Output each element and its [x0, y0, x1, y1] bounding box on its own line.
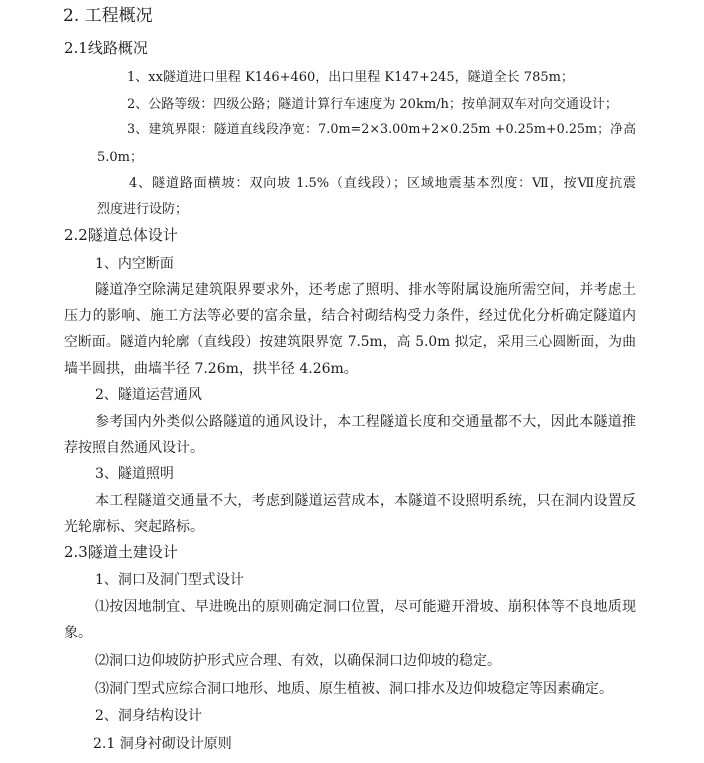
sub-sub-heading-lining: 2.1 洞身衬砌设计原则 [93, 736, 232, 752]
heading-2-3: 2.3隧道土建设计 [64, 543, 178, 561]
paragraph-line: 本工程隧道交通量不大，考虑到隧道运营成本，本隧道不设照明系统，只在洞内设置反 [95, 493, 636, 509]
paragraph-line: 参考国内外类似公路隧道的通风设计，本工程隧道长度和交通量都不大，因此本隧道推 [95, 414, 636, 430]
sub-heading-lighting: 3、隧道照明 [95, 466, 174, 482]
list-item: ⑶洞门型式应综合洞口地形、地质、原生植被、洞口排水及边仰坡稳定等因素确定。 [95, 681, 613, 697]
paragraph-line: 压力的影响、施工方法等必要的富余量，结合衬砌结构受力条件，经过优化分析确定隧道内 [64, 308, 636, 324]
list-item: ⑵洞口边仰坡防护形式应合理、有效，以确保洞口边仰坡的稳定。 [95, 653, 501, 669]
item-2: 2、公路等级：四级公路；隧道计算行车速度为 20km/h；按单洞双车对向交通设计； [127, 97, 618, 112]
sub-heading-tunnel-body: 2、洞身结构设计 [95, 708, 202, 724]
item-3-cont: 5.0m； [97, 150, 144, 165]
heading-2-1: 2.1线路概况 [64, 39, 148, 57]
paragraph-line: 隧道净空除满足建筑限界要求外，还考虑了照明、排水等附属设施所需空间，并考虑土 [95, 282, 636, 298]
paragraph-line: 空断面。隧道内轮廓（直线段）按建筑限界宽 7.5m，高 5.0m 拟定，采用三心圆断面，为曲 [64, 334, 636, 350]
section-heading-2: 2. 工程概况 [63, 6, 153, 26]
sub-heading-ventilation: 2、隧道运营通风 [95, 387, 202, 403]
item-1: 1、xx隧道进口里程 K146+460，出口里程 K147+245，隧道全长 785m； [127, 70, 574, 85]
item-4-cont: 烈度进行设防； [97, 202, 189, 217]
list-item-cont: 象。 [64, 625, 92, 641]
item-3: 3、建筑界限：隧道直线段净宽：7.0m=2×3.00m+2×0.25m +0.25m+0.25m；净高 [127, 122, 636, 137]
paragraph-line: 墙半圆拱，曲墙半径 7.26m，拱半径 4.26m。 [64, 361, 358, 377]
sub-heading-portal: 1、洞口及洞门型式设计 [95, 572, 244, 588]
paragraph-line: 荐按照自然通风设计。 [64, 440, 204, 456]
item-4: 4、隧道路面横坡：双向坡 1.5%（直线段）；区域地震基本烈度：Ⅶ，按Ⅶ度抗震 [129, 176, 636, 191]
heading-2-2: 2.2隧道总体设计 [64, 226, 178, 244]
paragraph-line: 光轮廓标、突起路标。 [64, 519, 204, 535]
list-item: ⑴按因地制宜、早进晚出的原则确定洞口位置，尽可能避开滑坡、崩积体等不良地质现 [95, 599, 636, 615]
sub-heading-inner-section: 1、内空断面 [95, 256, 174, 272]
